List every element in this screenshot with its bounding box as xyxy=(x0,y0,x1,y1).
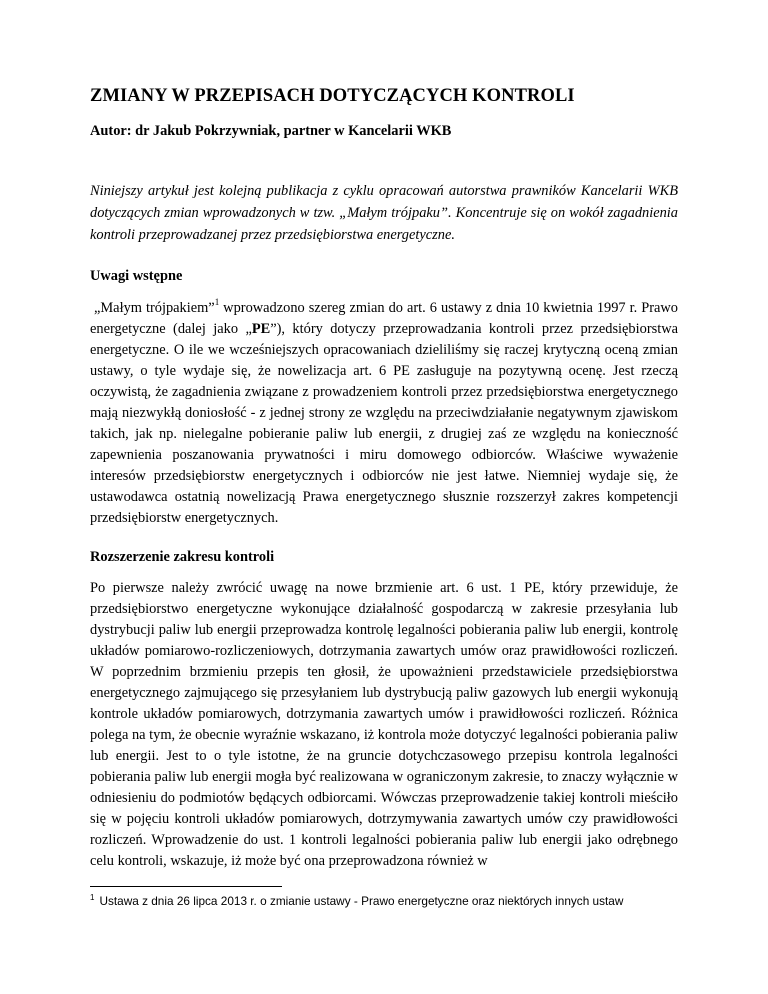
section-heading-preliminary: Uwagi wstępne xyxy=(90,268,183,284)
section-preliminary-paragraph xyxy=(90,298,678,529)
pe-abbreviation: PE xyxy=(251,321,271,337)
paragraph-text-part-2: ”), który dotyczy przeprowadzania kontroli przez przedsiębiorstwa energetyczne. O ile we wcześniejszych opracowaniach dzieliliśmy się raczej krytyczną oceną zmian ustawy, o tyle wydaje się, że nowelizacja art. 6 PE zasługuje na pozytywną ocenę. Jest rzeczą oczywistą, że zagadnienia związane z prowadzeniem kontroli przez przedsiębiorstwa energetycznego mają niezwykłą doniosłość - z jednej strony ze względu na przeciwdziałanie negatywnym zjawiskom takich, jak np. nielegalne pobieranie paliw lub energii, z drugiej zaś ze względu na konieczność zapewnienia poszanowania prywatności i miru domowego odbiorców. Właściwe wyważenie interesów przedsiębiorstw energetycznych i odbiorców nie jest łatwe. Niemniej wydaje się, że ustawodawca ostatnią nowelizacją Prawa energetycznego słusznie rozszerzył zakres kompetencji przedsiębiorstw energetycznych. xyxy=(90,321,678,526)
footnote-separator xyxy=(90,886,282,887)
intro-paragraph: Niniejszy artykuł jest kolejną publikacja z cyklu opracowań autorstwa prawników Kancelarii WKB dotyczących zmian wprowadzonych w tzw. „Małym trójpaku”. Koncentruje się on wokół zagadnienia kontroli przeprowadzanej przez przedsiębiorstwa energetyczne. xyxy=(90,183,678,243)
footnote xyxy=(90,893,623,908)
section-scope-paragraph: Po pierwsze należy zwrócić uwagę na nowe brzmienie art. 6 ust. 1 PE, który przewiduje, że przedsiębiorstwo energetyczne wykonujące działalność gospodarczą w zakresie przesyłania lub dystrybucji paliw lub energii przeprowadza kontrolę legalności pobierania paliw lub energii, kontrolę układów pomiarowo-rozliczeniowych, dotrzymania zawartych umów oraz prawidłowości rozliczeń. W poprzednim brzmieniu przepis ten głosił, że upoważnieni przedstawiciele przedsiębiorstwa energetycznego zajmującego się przesyłaniem lub dystrybucją paliw gazowych lub energii wykonują kontrole układów pomiarowych, dotrzymania zawartych umów i prawidłowości rozliczeń. Różnica polega na tym, że obecnie wyraźnie wskazano, iż kontrola może dotyczyć legalności pobierania paliw lub energii. Jest to o tyle istotne, że na gruncie dotychczasowego przepisu kontrola legalności pobierania paliw lub energii mogła być realizowana w ograniczonym zakresie, to znaczy wyłącznie w odniesieniu do podmiotów będących odbiorcami. Wówczas przeprowadzenie takiej kontroli mieściło się w pojęciu kontroli układów pomiarowych, dotrzymywania zawartych umów czy prawidłowości rozliczeń. Wprowadzenie do ust. 1 kontroli legalności pobierania paliw lub energii jako odrębnego celu kontroli, wskazuje, iż może być ona przeprowadzona również w xyxy=(90,580,678,869)
section-heading-scope: Rozszerzenie zakresu kontroli xyxy=(90,549,275,565)
author-line: Autor: dr Jakub Pokrzywniak, partner w Kancelarii WKB xyxy=(90,123,452,139)
footnote-text: Ustawa z dnia 26 lipca 2013 r. o zmianie ustawy - Prawo energetyczne oraz niektórych innych ustaw xyxy=(99,893,624,908)
paragraph-text-part-1: wprowadzono szereg zmian do art. 6 ustawy z dnia 10 kwietnia 1997 r. Prawo energetyczne (dalej jako „ xyxy=(90,300,678,337)
lead-text: „Małym trójpakiem” xyxy=(94,300,215,316)
document-title: ZMIANY W PRZEPISACH DOTYCZĄCYCH KONTROLI xyxy=(90,86,575,106)
footnote-number: 1 xyxy=(90,893,95,902)
footnote-reference[interactable]: 1 xyxy=(214,297,220,308)
